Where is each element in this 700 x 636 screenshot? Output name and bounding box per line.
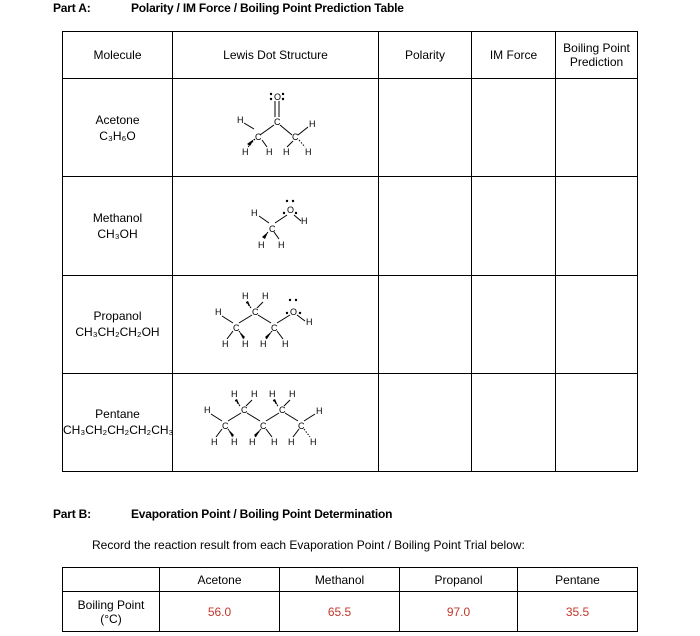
table-row	[63, 177, 638, 275]
polarity-cell[interactable]	[379, 177, 472, 275]
lewis-structure-cell	[173, 373, 379, 471]
header-lewis: Lewis Dot Structure	[173, 32, 379, 79]
atom-label: H	[277, 239, 284, 250]
atom-label: H	[236, 114, 243, 125]
results-corner-cell	[63, 568, 160, 592]
part-b-instruction: Record the reaction result from each Evaporation Point / Boiling Point Trial below:	[92, 538, 525, 552]
results-col-header: Acetone	[160, 568, 280, 592]
molecule-formula: CH₃OH	[97, 226, 138, 241]
atom-label: C	[254, 131, 261, 142]
atom-label: H	[250, 207, 257, 218]
bp-prediction-cell[interactable]	[556, 79, 638, 177]
header-molecule: Molecule	[63, 32, 173, 79]
boiling-point-results-table	[62, 567, 638, 632]
acetone-lewis-structure	[221, 88, 331, 168]
atom-label: C	[270, 323, 277, 334]
atom-label: C	[268, 223, 275, 234]
molecule-formula: CH₃CH₂CH₂CH₂CH₃	[63, 423, 174, 438]
results-row-label-line2: (°C)	[100, 611, 122, 626]
atom-label: H	[265, 146, 272, 157]
imforce-cell[interactable]	[472, 79, 556, 177]
lewis-structure-cell	[173, 79, 379, 177]
pentane-lewis-structure	[196, 387, 356, 457]
atom-label: C	[240, 405, 247, 416]
atom-label: H	[250, 389, 257, 400]
table-row	[63, 373, 638, 471]
header-bp-line2: Prediction	[569, 55, 624, 69]
results-row	[63, 592, 638, 632]
atom-label: H	[305, 317, 312, 328]
table-row	[63, 79, 638, 177]
atom-label: H	[203, 405, 210, 416]
header-bp-prediction	[556, 32, 638, 79]
atom-label: H	[241, 339, 248, 350]
molecule-name: Methanol	[92, 210, 143, 225]
atom-label: H	[259, 339, 266, 350]
bp-prediction-cell[interactable]	[556, 275, 638, 373]
molecule-name: Acetone	[95, 112, 140, 127]
header-bp-line1: Boiling Point	[563, 41, 630, 55]
result-value-methanol[interactable]: 65.5	[280, 592, 400, 632]
molecule-cell	[63, 79, 173, 177]
polarity-cell[interactable]	[379, 275, 472, 373]
atom-label: C	[259, 421, 266, 432]
atom-label: H	[230, 389, 237, 400]
molecule-formula: CH₃CH₂CH₂OH	[75, 325, 160, 340]
atom-label: H	[315, 406, 322, 417]
atom-label: H	[282, 146, 289, 157]
atom-label: O	[273, 91, 281, 102]
atom-label: H	[210, 437, 217, 448]
result-value-pentane[interactable]: 35.5	[518, 592, 638, 632]
lewis-structure-cell	[173, 275, 379, 373]
molecule-formula: C₃H₆O	[99, 128, 136, 143]
bp-prediction-cell[interactable]	[556, 373, 638, 471]
atom-label: H	[281, 339, 288, 350]
header-imforce: IM Force	[472, 32, 556, 79]
atom-label: H	[241, 146, 248, 157]
atom-label: H	[288, 389, 295, 400]
atom-label: H	[257, 239, 264, 250]
results-header-row	[63, 568, 638, 592]
molecule-name: Propanol	[93, 309, 142, 324]
bp-prediction-cell[interactable]	[556, 177, 638, 275]
header-row	[63, 32, 638, 79]
atom-label: H	[268, 389, 275, 400]
atom-label: H	[214, 307, 221, 318]
atom-label: O	[286, 204, 294, 215]
molecule-cell	[63, 373, 173, 471]
atom-label: C	[221, 421, 228, 432]
result-value-propanol[interactable]: 97.0	[400, 592, 518, 632]
atom-label: O	[289, 307, 297, 318]
table-row	[63, 275, 638, 373]
molecule-cell	[63, 177, 173, 275]
atom-label: H	[309, 437, 316, 448]
atom-label: H	[248, 437, 255, 448]
results-col-header: Pentane	[518, 568, 638, 592]
molecule-name: Pentane	[95, 407, 140, 422]
lewis-structure-cell	[173, 177, 379, 275]
imforce-cell[interactable]	[472, 373, 556, 471]
results-row-label-line1: Boiling Point	[77, 597, 145, 612]
atom-label: H	[308, 118, 315, 129]
part-a-label: Part A:	[53, 1, 91, 15]
atom-label: C	[251, 307, 258, 318]
atom-label: H	[304, 146, 311, 157]
part-b-label: Part B:	[53, 507, 91, 521]
atom-label: C	[297, 421, 304, 432]
atom-label: H	[287, 437, 294, 448]
atom-label: C	[232, 323, 239, 334]
atom-label: C	[291, 131, 298, 142]
part-b-title: Evaporation Point / Boiling Point Determination	[131, 507, 393, 521]
prediction-table	[62, 31, 638, 472]
polarity-cell[interactable]	[379, 79, 472, 177]
propanol-lewis-structure	[206, 289, 346, 359]
atom-label: C	[273, 116, 280, 127]
results-col-header: Propanol	[400, 568, 518, 592]
polarity-cell[interactable]	[379, 373, 472, 471]
atom-label: H	[221, 339, 228, 350]
atom-label: H	[230, 437, 237, 448]
atom-label: H	[270, 437, 277, 448]
results-row-label	[63, 592, 160, 632]
result-value-acetone[interactable]: 56.0	[160, 592, 280, 632]
imforce-cell[interactable]	[472, 275, 556, 373]
atom-label: C	[278, 405, 285, 416]
atom-label: H	[261, 291, 268, 302]
part-a-title: Polarity / IM Force / Boiling Point Prediction Table	[131, 1, 404, 15]
methanol-lewis-structure	[221, 191, 331, 261]
results-col-header: Methanol	[280, 568, 400, 592]
header-polarity: Polarity	[379, 32, 472, 79]
molecule-cell	[63, 275, 173, 373]
atom-label: H	[300, 215, 307, 226]
imforce-cell[interactable]	[472, 177, 556, 275]
atom-label: H	[241, 291, 248, 302]
